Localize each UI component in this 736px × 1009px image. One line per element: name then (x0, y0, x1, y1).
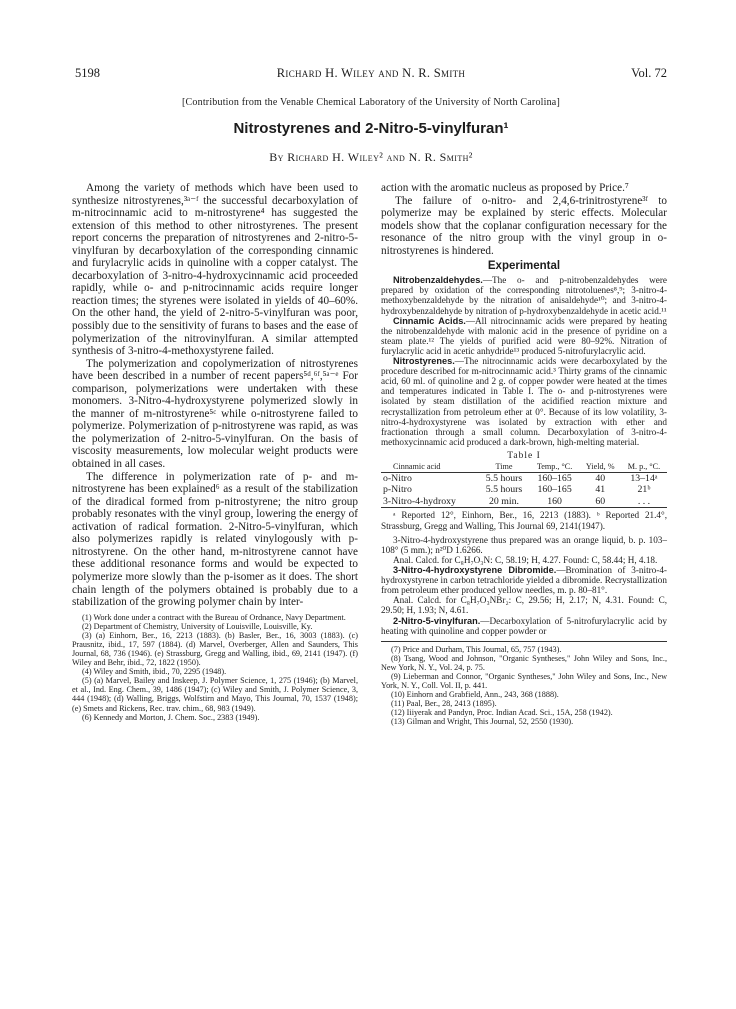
paragraph-text: —Bromination of 3-nitro-4-hydroxystyrene in carbon tetrachloride yielded a dibromide. Recrystallization from petroleum ether produced yellow needles, m. p. 80–81°. (381, 565, 667, 596)
experimental-paragraph (381, 356, 667, 447)
footnote: (3) (a) Einhorn, Ber., 16, 2213 (1883). (b) Basler, Ber., 16, 3003 (1883). (c) Prausnitz, ibid., 17, 597 (1884). (d) Marvel, Overberger, Allen and Saunders, This Journal, 68, 736 (1946). (e) Strassburg, Gregg and Walling, ibid., 69, 2141 (1947). (f) Wiley and Behr, ibid., 72, 1822 (1950). (72, 630, 358, 668)
table-cell: . . . (637, 495, 651, 507)
table-cell: p-Nitro (383, 484, 412, 496)
run-in-heading: 3-Nitro-4-hydroxystyrene Dibromide. (393, 565, 557, 576)
footnotes-left (72, 613, 358, 722)
running-authors: Richard H. Wiley and N. R. Smith (276, 66, 466, 80)
paragraph-text: —The o- and p-nitrobenzaldehydes were prepared by oxidation of the corresponding nitrotoluenes⁸,⁹; 3-nitro-4-methoxybenzaldehyde by the nitration of anisaldehyde¹⁰; and 3-nitro-4-hydroxybenzaldehyde by nitration of p-hydroxybenzaldehyde in acetic acid.¹¹ (381, 275, 667, 316)
footnote-divider (381, 641, 667, 642)
table-cell: 21ᵇ (637, 484, 651, 496)
paragraph-text: Anal. Calcd. for C₈H₇O₃N: C, 58.19; H, 4.27. Found: C, 58.44; H, 4.18. (393, 554, 658, 565)
experimental-paragraph (381, 275, 667, 315)
table-cell: 20 min. (489, 495, 519, 507)
footnote: (8) Tsang, Wood and Johnson, "Organic Syntheses," John Wiley and Sons, Inc., New York, N. Y., Vol. 24, p. 75. (381, 653, 667, 672)
table-cell: 41 (595, 484, 606, 496)
yield-table (381, 462, 667, 509)
table-cell: 3-Nitro-4-hydroxy (383, 495, 456, 507)
article-title: Nitrostyrenes and 2-Nitro-5-vinylfuran¹ (233, 120, 509, 137)
volume-label: Vol. 72 (631, 66, 667, 80)
body-paragraph: The polymerization and copolymerization of nitrostyrenes have been described in a number of recent papers⁵ᵈ,⁶ᶠ,⁵ᵃ⁻ᵉ For comparison, polymerizations were undertaken with these monomers. 3-Nitro-4-hydroxystyrene polymerized slowly in the manner of m-nitrostyrene⁵ᶜ while o-nitrostyrene failed to polymerize. Polymerization of p-nitrostyrene was rapid, as was the polymerization of 2-nitro-5-vinylfuran. On the basis of viscosity measurements, low molecular weight products were obtained in all cases. (72, 357, 358, 471)
table-header: Cinnamic acid (393, 461, 441, 471)
contribution-line: [Contribution from the Venable Chemical Laboratory of the University of North Carolina] (182, 97, 560, 108)
body-paragraph: Among the variety of methods which have been used to synthesize nitrostyrenes,³ᵃ⁻ᶠ the successful decarboxylation of m-nitrocinnamic acid to m-nitrostyrene⁴ has suggested the extension of this method to other nitrostyrenes. The present report concerns the preparation of nitrostyrenes and 2-nitro-5-vinylfuran by decarboxylation of the corresponding cinnamic and furylacrylic acids in quinoline with a copper catalyst. The decarboxylation of 3-nitro-4-hydroxycinnamic acid proceeded rapidly, while o- and p-nitrocinnamic acids require longer reaction times; the styrenes were isolated in yields of 40–60%. On the other hand, the yield of 2-nitro-5-vinylfuran was poor, possibly due to the sensitivity of furans to bases and the ease of polymerization of the nitrovinylfuran. A similar attempted synthesis of 3-nitro-4-methoxystyrene failed. (72, 182, 358, 358)
footnote: (4) Wiley and Smith, ibid., 70, 2295 (1948). (82, 667, 227, 677)
section-heading-experimental: Experimental (487, 260, 561, 273)
footnote: (11) Paal, Ber., 28, 2413 (1895). (391, 699, 497, 709)
table-cell: 5.5 hours (485, 472, 523, 484)
body-paragraph: action with the aromatic nucleus as proposed by Price.⁷ (381, 182, 629, 194)
footnote: (1) Work done under a contract with the Bureau of Ordnance, Navy Department. (82, 612, 346, 622)
body-paragraph: The failure of o-nitro- and 2,4,6-trinitrostyrene³ᶠ to polymerize may be explained by steric effects. Molecular models show that the coplanar configuration necessary for the resonance of the nitro group with the vinyl group in o-nitrostyrenes is hindered. (381, 194, 667, 257)
page-number: 5198 (75, 66, 100, 80)
running-header (75, 66, 667, 82)
analysis-paragraph (381, 595, 667, 615)
footnote: (13) Gilman and Wright, This Journal, 52, 2550 (1930). (391, 717, 574, 727)
footnotes-right (381, 645, 667, 727)
experimental-paragraph (381, 535, 667, 555)
paragraph-text: —Decarboxylation of 5-nitrofurylacrylic acid by heating with quinoline and copper powder or (381, 615, 667, 636)
paragraph-text: —All nitrocinnamic acids were prepared by heating the nitrobenzaldehyde with malonic acid in the presence of pyridine on a steam plate.¹² The yields of purified acid were 80–92%. Nitration of furylacrylic acid in acetic anhydride¹³ produced 5-nitrofurylacrylic acid. (381, 315, 667, 356)
table-row (381, 472, 667, 484)
table-row (381, 484, 667, 496)
paragraph-text: —The nitrocinnamic acids were decarboxylated by the procedure described for m-nitrocinnamic acid.³ Thirty grams of the cinnamic acid, 60 ml. of quinoline and 2 g. of copper powder were heated at the times and temperatures indicated in Table I. The o- and p-nitrostyrenes were isolated by steam distillation of the acidified reaction mixture and recrystallization from petroleum ether at 0°. Because of its low volatility, 3-nitro-4-hydroxystyrene was isolated by extraction with ether and fractionation through a small column. Decarboxylation of 3-nitro-4-methoxycinnamic acid produced a dark-brown, high-melting material. (381, 356, 667, 447)
table-cell: 40 (595, 472, 606, 484)
table-header: M. p., °C. (627, 461, 661, 471)
table-header-row (381, 462, 667, 473)
footnote: (12) Iiiyerak and Pandyn, Proc. Indian Acad. Sci., 15A, 258 (1942). (391, 708, 613, 718)
body-paragraph: The difference in polymerization rate of p- and m-nitrostyrene has been explained⁶ as a result of the stabilization of the diradical formed from p-nitrostyrene; the nitro group probably resonates with the vinyl group, lowering the energy of activation of radical formation. 2-Nitro-5-vinylfuran, which also polymerizes rapidly is related vinylogously with p-nitrostyrene. On the other hand, m-nitrostyrene cannot have these additional resonance forms and would be expected to polymerize more slowly than the p-isomer as it does. The short chain length of the polymers obtained is probably due to a stabilization of the growing polymer chain by inter- (72, 470, 358, 609)
right-column (381, 182, 667, 727)
footnote: (6) Kennedy and Morton, J. Chem. Soc., 2383 (1949). (82, 712, 260, 722)
left-column (72, 182, 358, 722)
author-byline: By Richard H. Wiley² and N. R. Smith² (269, 150, 473, 164)
footnote: (7) Price and Durham, This Journal, 65, 757 (1943). (391, 644, 562, 654)
table-cell: 160–165 (537, 472, 572, 484)
paragraph-text: Anal. Calcd. for C₈H₇O₃NBr₂: C, 29.56; H, 2.17; N, 4.31. Found: C, 29.50; H, 1.93; N, 4.61. (381, 595, 667, 616)
footnote: (5) (a) Marvel, Bailey and Inskeep, J. Polymer Science, 1, 275 (1946); (b) Marvel, et al., Ind. Eng. Chem., 39, 1486 (1947); (c) Wiley and Smith, J. Polymer Science, 3, 444 (1948); (d) Walling, Briggs, Wolfstirn and Mayo, This Journal, 70, 1537 (1948); (e) Smets and Rickens, Rec. trav. chim., 68, 983 (1949). (72, 676, 358, 713)
table-cell: o-Nitro (383, 472, 412, 484)
run-in-heading: Cinnamic Acids. (393, 315, 466, 326)
paragraph-text: 3-Nitro-4-hydroxystyrene thus prepared was an orange liquid, b. p. 103–108° (5 mm.); n²⁰D 1.6266. (381, 534, 667, 555)
footnote: (2) Department of Chemistry, University of Louisville, Louisville, Ky. (82, 621, 313, 631)
table-caption: Table I (507, 450, 541, 461)
run-in-heading: 2-Nitro-5-vinylfuran. (393, 615, 481, 626)
footnote: (10) Einhorn and Grabfield, Ann., 243, 368 (1888). (391, 690, 559, 700)
table-row (381, 496, 667, 508)
table-header: Time (495, 461, 513, 471)
table-cell: 60 (595, 495, 606, 507)
run-in-heading: Nitrobenzaldehydes. (393, 275, 483, 286)
experimental-paragraph (381, 616, 667, 636)
experimental-paragraph (381, 316, 667, 356)
table-header: Temp., °C. (536, 461, 573, 471)
table-cell: 5.5 hours (485, 484, 523, 496)
analysis-paragraph (381, 555, 667, 565)
run-in-heading: Nitrostyrenes. (393, 356, 455, 367)
table-cell: 13–14ᵃ (630, 472, 658, 484)
table-header: Yield, % (585, 461, 615, 471)
table-cell: 160 (547, 495, 562, 507)
experimental-paragraph (381, 565, 667, 595)
table-notes: ᵃ Reported 12°, Einhorn, Ber., 16, 2213 (1883). ᵇ Reported 21.4°, Strassburg, Gregg and Walling, This Journal 69, 2141(1947). (381, 510, 667, 531)
table-cell: 160–165 (537, 484, 572, 496)
footnote: (9) Lieberman and Connor, "Organic Syntheses," John Wiley and Sons, Inc., New York, N. Y., Coll. Vol. II, p. 441. (381, 672, 667, 691)
